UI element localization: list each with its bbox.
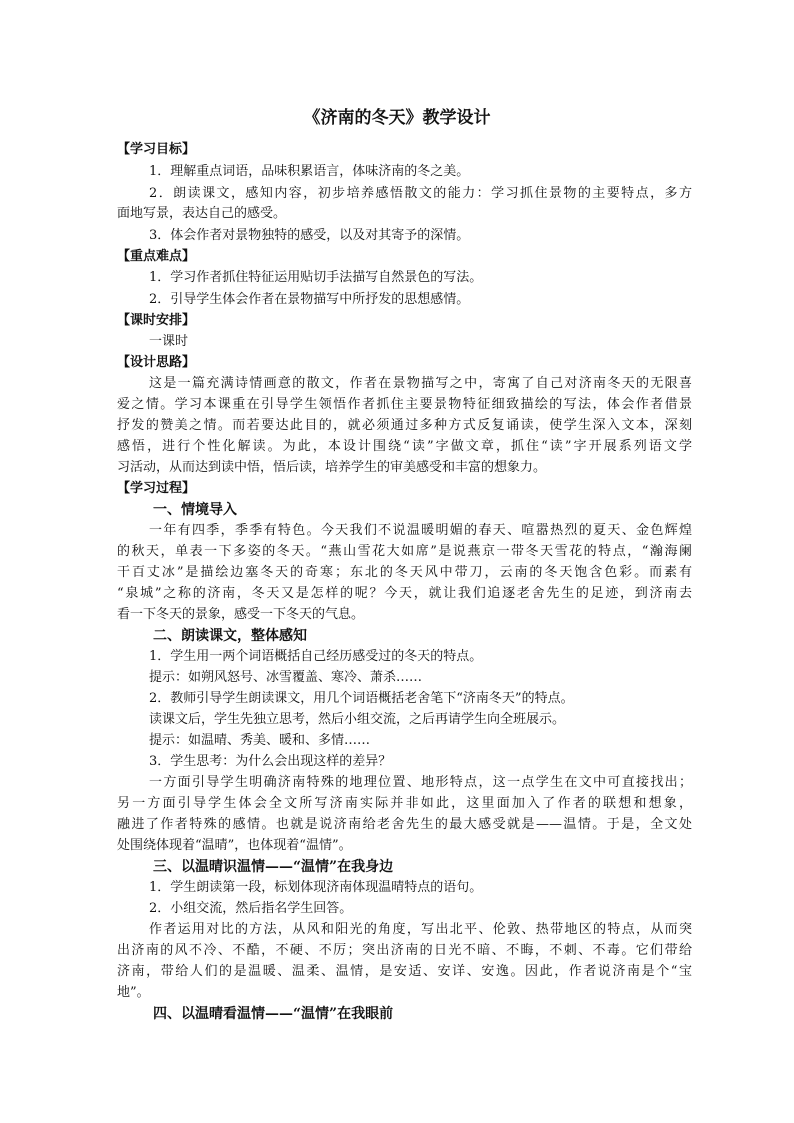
text-line: 3．体会作者对景物独特的感受，以及对其寄予的深情。 <box>149 228 470 243</box>
text-line: 提示：如朔风怒号、冰雪覆盖、寒冷、萧杀…… <box>149 670 423 685</box>
text-line: 提示：如温晴、秀美、暖和、多情…… <box>149 733 371 748</box>
text-line: 作者运用对比的方法，从风和阳光的角度，写出北平、伦敦、热带地区的特点，从而突 <box>149 922 692 937</box>
text-line: 爱之情。学习本课重在引导学生领悟作者抓住主要景物特征细致描绘的写法，体会作者借景 <box>117 397 692 412</box>
heading-schedule: 【课时安排】 <box>117 313 196 328</box>
text-line: 1．理解重点词语，品味积累语言，体味济南的冬之美。 <box>149 164 470 179</box>
text-line: 地”。 <box>117 985 150 1000</box>
text-line: 看一下冬天的景象，感受一下冬天的气息。 <box>117 607 365 622</box>
text-line: 抒发的赞美之情。而若要达此目的，就必须通过多种方式反复诵读，使学生深入文本，深刻 <box>117 418 692 433</box>
text-line: 融进了作者特殊的感情。也就是说济南给老舍先生的最大感受就是——温情。于是，全文处 <box>117 817 692 832</box>
section-heading-3: 三、以温晴识温情——“温情”在我身边 <box>153 859 394 875</box>
heading-design-idea: 【设计思路】 <box>117 355 196 370</box>
text-line: 的秋天，单表一下多姿的冬天。“燕山雪花大如席”是说燕京一带冬天雪花的特点，“瀚海阑 <box>117 544 692 559</box>
text-line: 处围绕体现着“温晴”，也体现着“温情”。 <box>117 838 352 853</box>
section-heading-4: 四、以温晴看温情——“温情”在我眼前 <box>153 1006 394 1022</box>
heading-learning-goals: 【学习目标】 <box>117 142 196 157</box>
text-line: 这是一篇充满诗情画意的散文，作者在景物描写之中，寄寓了自己对济南冬天的无限喜 <box>149 376 692 391</box>
text-line: 出济南的风不冷、不酷，不硬、不厉；突出济南的日光不暗、不晦，不刺、不毒。它们带给 <box>117 943 692 958</box>
document-title: 《济南的冬天》教学设计 <box>303 108 491 128</box>
text-line: 1．学习作者抓住特征运用贴切手法描写自然景色的写法。 <box>149 270 483 285</box>
text-line: 一课时 <box>149 334 189 349</box>
heading-key-points: 【重点难点】 <box>117 249 196 264</box>
text-line: 一方面引导学生明确济南特殊的地理位置、地形特点，这一点学生在文中可直接找出； <box>149 775 692 790</box>
text-line: 另一方面引导学生体会全文所写济南实际并非如此，这里面加入了作者的联想和想象， <box>117 796 692 811</box>
text-line: 面地写景，表达自己的感受。 <box>117 206 287 221</box>
text-line: 感悟，进行个性化解读。为此，本设计围绕“读”字做文章，抓住“读”字开展系列语文学 <box>117 439 692 454</box>
text-line: 习活动，从而达到读中悟，悟后读，培养学生的审美感受和丰富的想象力。 <box>117 460 547 475</box>
text-line: 2．小组交流，然后指名学生回答。 <box>149 901 353 916</box>
text-line: 2．教师引导学生朗读课文，用几个词语概括老舍笔下“济南冬天”的特点。 <box>149 691 574 706</box>
section-heading-2: 二、朗读课文，整体感知 <box>153 628 307 644</box>
text-line: 2．引导学生体会作者在景物描写中所抒发的思想感情。 <box>149 292 470 307</box>
text-line: 2．朗读课文，感知内容，初步培养感悟散文的能力：学习抓住景物的主要特点，多方 <box>149 186 692 201</box>
text-line: 读课文后，学生先独立思考，然后小组交流，之后再请学生向全班展示。 <box>149 712 566 727</box>
text-line: 1．学生用一两个词语概括自己经历感受过的冬天的特点。 <box>149 649 483 664</box>
text-line: 一年有四季，季季有特色。今天我们不说温暖明媚的春天、喧嚣热烈的夏天、金色辉煌 <box>149 523 692 538</box>
section-heading-1: 一、情境导入 <box>153 502 237 518</box>
text-line: 3．学生思考：为什么会出现这样的差异？ <box>149 754 392 769</box>
text-line: 济南，带给人们的是温暖、温柔、温情，是安适、安详、安逸。因此，作者说济南是个“宝 <box>117 964 692 979</box>
text-line: 1．学生朗读第一段，标划体现济南体现温晴特点的语句。 <box>149 880 483 895</box>
text-line: 干百丈冰”是描绘边塞冬天的奇寒；东北的冬天风中带刀，云南的冬天饱含色彩。而素有 <box>117 565 692 580</box>
text-line: “泉城”之称的济南，冬天又是怎样的呢？今天，就让我们追逐老舍先生的足迹，到济南去 <box>117 586 692 601</box>
heading-process: 【学习过程】 <box>117 481 196 496</box>
